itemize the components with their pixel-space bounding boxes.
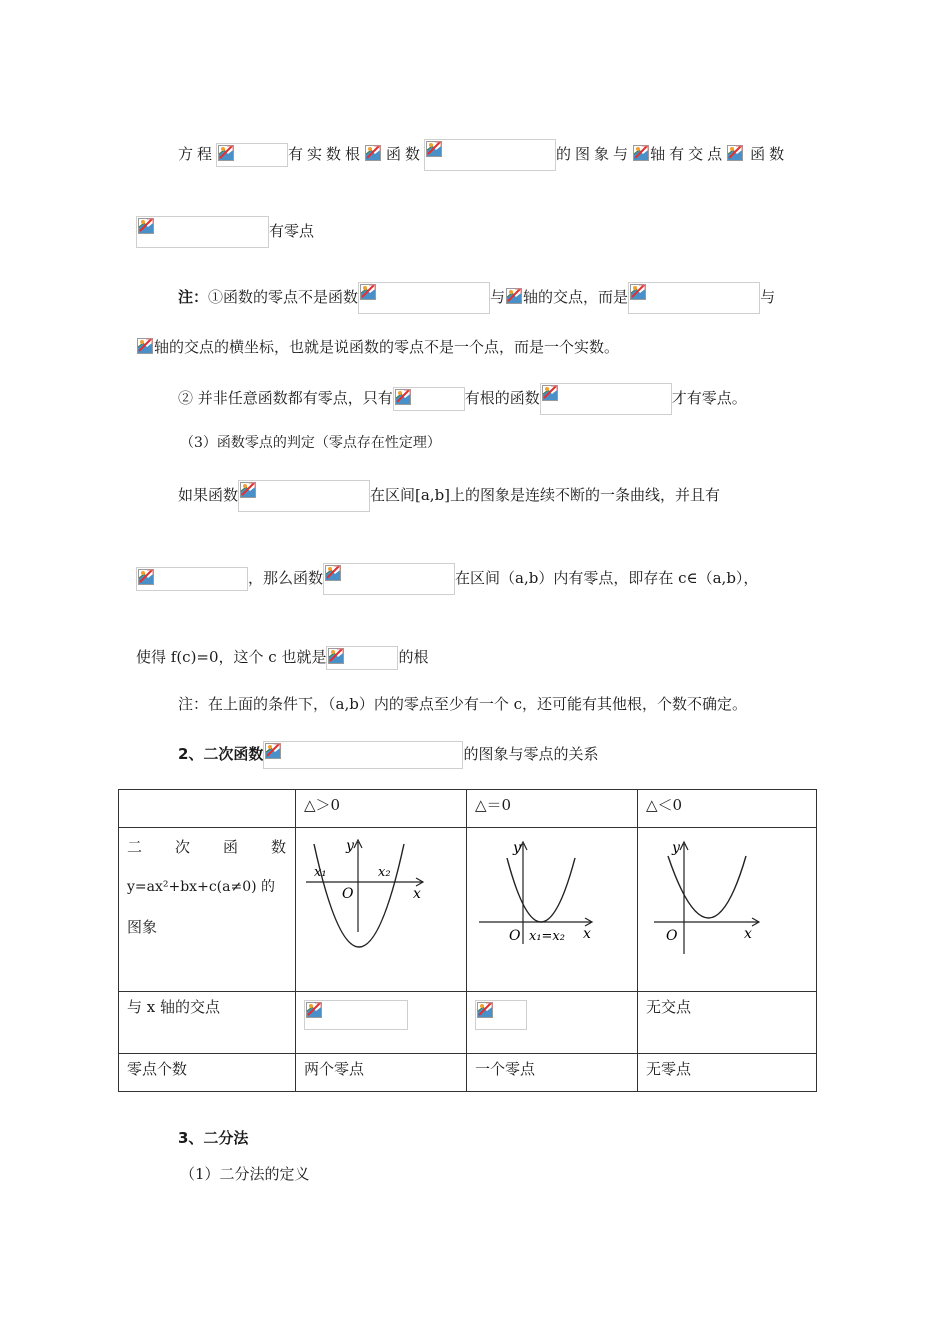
zero-count-cell: 两个零点 bbox=[296, 1054, 467, 1092]
parabola-curve bbox=[668, 856, 746, 918]
broken-image-icon bbox=[360, 284, 376, 300]
broken-image-icon bbox=[325, 565, 341, 581]
section3-heading: 3、二分法 bbox=[178, 1129, 249, 1147]
note2-line bbox=[178, 383, 747, 415]
label-line: 图象 bbox=[127, 918, 158, 936]
formula-image bbox=[136, 216, 269, 248]
text: 方程 bbox=[178, 145, 217, 163]
x-label: x bbox=[744, 926, 752, 942]
text: 有零点 bbox=[269, 222, 315, 240]
intersection-cell bbox=[467, 992, 638, 1054]
broken-image-icon bbox=[137, 338, 153, 354]
broken-image-icon bbox=[240, 482, 256, 498]
section2-heading bbox=[178, 741, 598, 769]
text: ，那么函数 bbox=[248, 569, 324, 587]
label-line: 二 次 函 数 bbox=[127, 838, 288, 856]
broken-image-icon bbox=[506, 288, 522, 304]
y-label: y bbox=[672, 840, 680, 856]
formula-image bbox=[424, 139, 556, 171]
note3: 注：在上面的条件下，（a,b）内的零点至少有一个 c，还可能有其他根，个数不确定。 bbox=[178, 695, 747, 713]
formula-image bbox=[326, 646, 398, 670]
formula-image bbox=[632, 144, 650, 166]
table-row-zero-count bbox=[119, 1054, 817, 1092]
broken-image-icon bbox=[218, 145, 234, 161]
formula-image bbox=[505, 287, 523, 309]
theorem-line3 bbox=[136, 646, 429, 670]
text: 才有零点。 bbox=[671, 389, 747, 407]
origin-label: O bbox=[666, 928, 678, 944]
root-x2-label: x₂ bbox=[378, 865, 391, 880]
formula-image bbox=[304, 1000, 408, 1030]
para1-line1 bbox=[178, 139, 788, 171]
broken-image-icon bbox=[365, 145, 381, 161]
table-header-row bbox=[119, 790, 817, 828]
root-x1-label: x₁ bbox=[314, 865, 327, 880]
zero-count-cell: 一个零点 bbox=[467, 1054, 638, 1092]
text: 的图象与 bbox=[556, 145, 633, 163]
para1-line2 bbox=[136, 216, 314, 248]
text: 与 bbox=[490, 288, 506, 306]
theorem-line2 bbox=[136, 563, 758, 595]
formula-image bbox=[393, 387, 465, 411]
y-label: y bbox=[513, 840, 521, 856]
broken-image-icon bbox=[426, 141, 442, 157]
formula-image bbox=[475, 1000, 527, 1030]
table-row-intersection bbox=[119, 992, 817, 1054]
header-cell: △＞0 bbox=[296, 790, 467, 828]
header-cell: △＝0 bbox=[467, 790, 638, 828]
parabola-curve bbox=[507, 858, 575, 922]
graph-cell-negative bbox=[638, 828, 817, 992]
formula-image bbox=[358, 282, 490, 314]
parabola-no-root-graph bbox=[638, 832, 816, 972]
quadratic-zero-table bbox=[118, 789, 817, 1092]
broken-image-icon bbox=[633, 145, 649, 161]
formula-image bbox=[136, 337, 154, 359]
label-line: y=ax²+bx+c(a≠0) 的 bbox=[127, 879, 276, 895]
note1-line2 bbox=[136, 337, 619, 359]
formula-image bbox=[628, 282, 760, 314]
formula-image bbox=[323, 563, 455, 595]
parabola-one-root-graph bbox=[467, 832, 637, 972]
row-label bbox=[119, 828, 296, 992]
broken-image-icon bbox=[306, 1002, 322, 1018]
broken-image-icon bbox=[328, 648, 344, 664]
theorem-line1 bbox=[178, 480, 720, 512]
double-root-label: x₁=x₂ bbox=[529, 929, 565, 944]
parabola-two-roots-graph bbox=[296, 832, 466, 972]
text: 轴有交点 bbox=[650, 145, 727, 163]
origin-label: O bbox=[342, 886, 354, 902]
row-label: 零点个数 bbox=[119, 1054, 296, 1092]
text: 轴的交点，而是 bbox=[523, 288, 629, 306]
intersection-cell: 无交点 bbox=[638, 992, 817, 1054]
broken-image-icon bbox=[727, 145, 743, 161]
section-heading-3: （3）函数零点的判定（零点存在性定理） bbox=[180, 435, 441, 451]
broken-image-icon bbox=[542, 385, 558, 401]
broken-image-icon bbox=[630, 284, 646, 300]
text: 有实数根 bbox=[288, 145, 365, 163]
text: 的根 bbox=[398, 648, 429, 666]
graph-cell-positive bbox=[296, 828, 467, 992]
broken-image-icon bbox=[265, 743, 281, 759]
text: 在区间（a,b）内有零点，即存在 c∈（a,b）， bbox=[455, 569, 759, 587]
text: ② 并非任意函数都有零点，只有 bbox=[178, 389, 393, 407]
origin-label: O bbox=[509, 928, 521, 944]
section-title: 2、二次函数 bbox=[178, 745, 264, 763]
table-row-graph bbox=[119, 828, 817, 992]
formula-image bbox=[216, 143, 288, 167]
broken-image-icon bbox=[138, 569, 154, 585]
formula-image bbox=[364, 144, 386, 166]
row-label: 与 x 轴的交点 bbox=[119, 992, 296, 1054]
formula-image bbox=[726, 144, 750, 166]
text: 使得 f(c)=0，这个 c 也就是 bbox=[136, 648, 327, 666]
graph-cell-zero bbox=[467, 828, 638, 992]
formula-image bbox=[238, 480, 370, 512]
x-label: x bbox=[583, 926, 591, 942]
x-label: x bbox=[413, 886, 421, 902]
formula-image bbox=[540, 383, 672, 415]
text: 在区间[a,b]上的图象是连续不断的一条曲线，并且有 bbox=[370, 486, 721, 504]
note-label: 注： bbox=[178, 288, 209, 306]
text: ①函数的零点不是函数 bbox=[208, 288, 359, 306]
header-cell: △＜0 bbox=[638, 790, 817, 828]
y-label: y bbox=[346, 838, 354, 854]
text: 函数 bbox=[386, 145, 425, 163]
intersection-cell bbox=[296, 992, 467, 1054]
text: 如果函数 bbox=[178, 486, 239, 504]
broken-image-icon bbox=[395, 389, 411, 405]
formula-image bbox=[136, 567, 248, 591]
formula-image bbox=[263, 741, 463, 769]
text: 轴的交点的横坐标，也就是说函数的零点不是一个点，而是一个实数。 bbox=[154, 338, 620, 356]
header-cell bbox=[119, 790, 296, 828]
parabola-curve bbox=[314, 844, 404, 947]
broken-image-icon bbox=[138, 218, 154, 234]
zero-count-cell: 无零点 bbox=[638, 1054, 817, 1092]
text: 函数 bbox=[750, 145, 789, 163]
broken-image-icon bbox=[477, 1002, 493, 1018]
note1-line1 bbox=[178, 282, 775, 314]
text: 有根的函数 bbox=[464, 389, 540, 407]
section3-subheading: （1）二分法的定义 bbox=[180, 1165, 310, 1183]
text: 的图象与零点的关系 bbox=[463, 745, 599, 763]
text: 与 bbox=[760, 288, 776, 306]
